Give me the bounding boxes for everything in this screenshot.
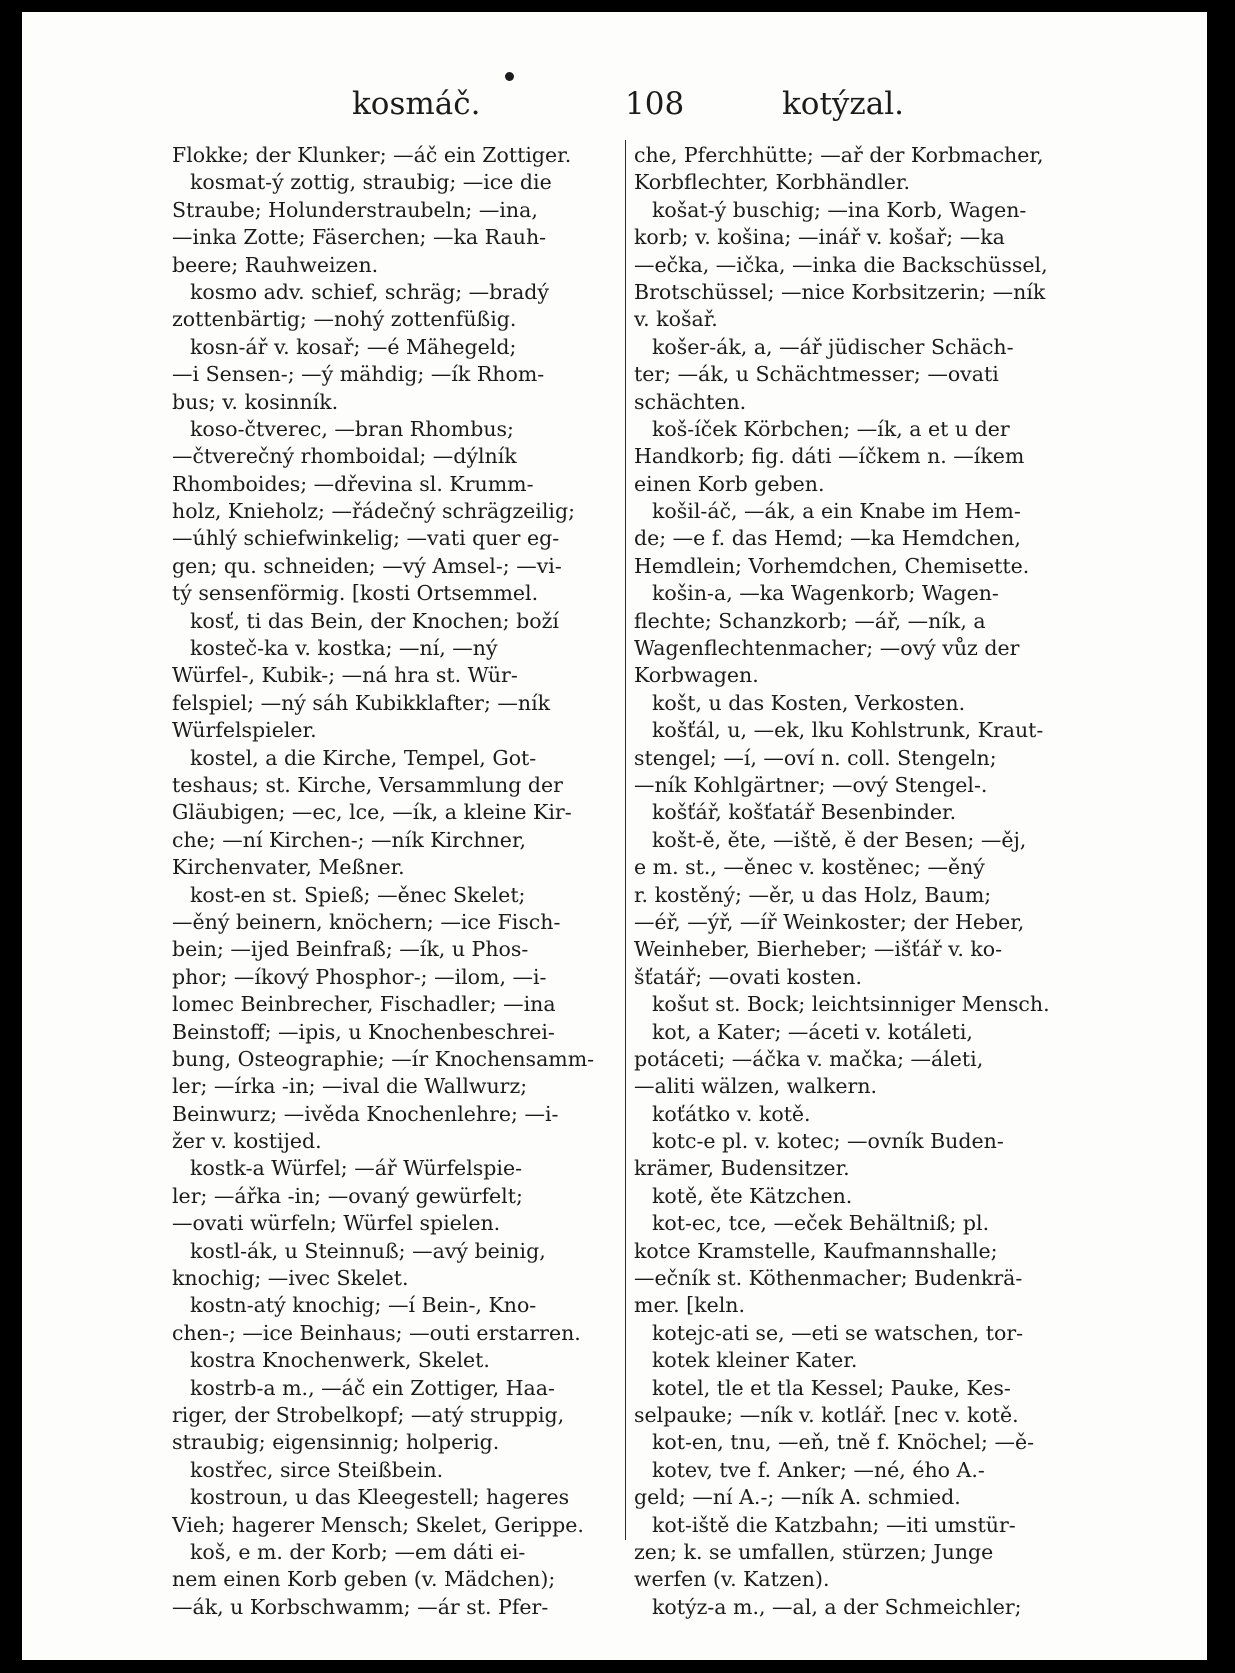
text-line: koš-íček Körbchen; —ík, a et u der [652, 416, 1010, 441]
text-line: kost-en st. Spieß; —ěnec Skelet; [190, 882, 526, 907]
text-line: košer-ák, a, —ář jüdischer Schäch- [652, 334, 1014, 359]
text-line: —čtverečný rhomboidal; —dýlník [172, 444, 517, 469]
text-line: zen; k. se umfallen, stürzen; Junge [634, 1539, 994, 1564]
text-line: chen-; —ice Beinhaus; —outi erstarren. [172, 1320, 581, 1345]
text-line: ler; —írka -in; —ival die Wallwurz; [172, 1074, 528, 1099]
text-line: kosť, ti das Bein, der Knochen; boží [190, 608, 559, 633]
text-line: kotev, tve f. Anker; —né, ého A.- [652, 1457, 985, 1482]
text-line: bus; v. kosinník. [172, 389, 339, 414]
text-line: —úhlý schiefwinkelig; —vati quer eg- [172, 526, 560, 551]
text-line: Gläubigen; —ec, lce, —ík, a kleine Kir- [172, 800, 572, 825]
text-line: werfen (v. Katzen). [634, 1567, 830, 1592]
text-line: Korbflechter, Korbhändler. [634, 170, 910, 195]
text-line: košt, u das Kosten, Verkosten. [652, 690, 966, 715]
left-column [172, 142, 614, 1621]
text-line: riger, der Strobelkopf; —atý struppig, [172, 1402, 565, 1427]
text-line: —ečník st. Köthenmacher; Budenkrä- [634, 1266, 1023, 1291]
text-line: koš, e m. der Korb; —em dáti ei- [190, 1539, 526, 1564]
text-line: žer v. kostijed. [172, 1129, 322, 1154]
text-line: kot-iště die Katzbahn; —iti umstür- [652, 1512, 1016, 1537]
text-line: einen Korb geben. [634, 471, 825, 496]
text-line: Weinheber, Bierheber; —išťář v. ko- [634, 937, 1003, 962]
dictionary-page [22, 12, 1207, 1660]
text-line: kosmat-ý zottig, straubig; —ice die [190, 170, 552, 195]
text-line: kostl-ák, u Steinnuß; —avý beinig, [190, 1238, 546, 1263]
text-line: holz, Knieholz; —řádečný schrägzeilig; [172, 499, 576, 524]
text-line: e m. st., —ěnec v. kostěnec; —ěný [634, 855, 985, 880]
text-line: kostrb-a m., —áč ein Zottiger, Haa- [190, 1375, 555, 1400]
text-line: kosmo adv. schief, schräg; —bradý [190, 279, 550, 304]
right-column [634, 142, 1069, 1621]
text-line: košat-ý buschig; —ina Korb, Wagen- [652, 197, 1027, 222]
text-line: košťál, u, —ek, lku Kohlstrunk, Kraut- [652, 718, 1044, 743]
text-line: kotel, tle et tla Kessel; Pauke, Kes- [652, 1375, 1011, 1400]
text-line: kostk-a Würfel; —ář Würfelspie- [190, 1156, 523, 1181]
text-line: selpauke; —ník v. kotlář. [nec v. kotě. [634, 1402, 1019, 1427]
text-line: Vieh; hagerer Mensch; Skelet, Gerippe. [172, 1512, 584, 1537]
text-line: stengel; —í, —oví n. coll. Stengeln; [634, 745, 997, 770]
text-line: košil-áč, —ák, a ein Knabe im Hem- [652, 499, 1021, 524]
text-line: kotýz-a m., —al, a der Schmeichler; [652, 1594, 1022, 1619]
text-line: kosteč-ka v. kostka; —ní, —ný [190, 636, 498, 661]
text-line: kot-ec, tce, —eček Behältniß; pl. [652, 1211, 990, 1236]
text-line: —aliti wälzen, walkern. [634, 1074, 878, 1099]
text-line: Korbwagen. [634, 663, 759, 688]
text-line: bung, Osteographie; —ír Knochensamm- [172, 1046, 595, 1071]
text-line: kotek kleiner Kater. [652, 1348, 858, 1373]
column-divider [625, 140, 626, 1540]
text-line: —ěný beinern, knöchern; —ice Fisch- [172, 909, 561, 934]
text-line: košin-a, —ka Wagenkorb; Wagen- [652, 581, 999, 606]
text-line: kostel, a die Kirche, Tempel, Got- [190, 745, 537, 770]
text-line: šťatář; —ovati kosten. [634, 964, 862, 989]
text-line: zottenbärtig; —nohý zottenfüßig. [172, 307, 517, 332]
text-line: kot, a Kater; —áceti v. kotáleti, [652, 1019, 973, 1044]
text-line: tý sensenförmig. [kosti Ortsemmel. [172, 581, 539, 606]
text-line: Flokke; der Klunker; —áč ein Zottiger. [172, 143, 572, 167]
text-line: kotě, ěte Kätzchen. [652, 1183, 853, 1208]
text-line: košt-ě, ěte, —iště, ě der Besen; —ěj, [652, 827, 1027, 852]
running-head-first-entry: kosmáč. [352, 86, 481, 122]
text-line: geld; —ní A.-; —ník A. schmied. [634, 1485, 961, 1510]
text-line: r. kostěný; —ěr, u das Holz, Baum; [634, 882, 992, 907]
text-line: felspiel; —ný sáh Kubikklafter; —ník [172, 690, 551, 715]
text-line: kostřec, sirce Steißbein. [190, 1457, 444, 1482]
text-line: korb; v. košina; —inář v. košař; —ka [634, 225, 1005, 250]
text-line: —ovati würfeln; Würfel spielen. [172, 1211, 501, 1236]
text-line: phor; —íkový Phosphor-; —ilom, —i- [172, 964, 547, 989]
text-line: Kirchenvater, Meßner. [172, 855, 405, 880]
text-line: teshaus; st. Kirche, Versammlung der [172, 772, 563, 797]
ink-dot [505, 72, 514, 81]
text-line: Würfelspieler. [172, 718, 317, 743]
page-number: 108 [625, 86, 685, 122]
text-line: kotejc-ati se, —eti se watschen, tor- [652, 1320, 1024, 1345]
text-line: gen; qu. schneiden; —vý Amsel-; —vi- [172, 553, 562, 578]
text-line: kotc-e pl. v. kotec; —ovník Buden- [652, 1129, 1004, 1154]
text-line: mer. [keln. [634, 1293, 745, 1318]
text-line: che, Pferchhütte; —ař der Korbmacher, [634, 143, 1044, 167]
text-line: potáceti; —áčka v. mačka; —áleti, [634, 1046, 984, 1071]
text-line: —i Sensen-; —ý mähdig; —ík Rhom- [172, 362, 545, 387]
text-line: beere; Rauhweizen. [172, 252, 379, 277]
text-line: schächten. [634, 389, 747, 414]
text-line: knochig; —ivec Skelet. [172, 1266, 409, 1291]
text-line: —éř, —ýř, —íř Weinkoster; der Heber, [634, 909, 1025, 934]
text-line: kot-en, tnu, —eň, tně f. Knöchel; —ě- [652, 1430, 1035, 1455]
text-line: che; —ní Kirchen-; —ník Kirchner, [172, 827, 527, 852]
text-line: Beinstoff; —ipis, u Knochenbeschrei- [172, 1019, 555, 1044]
text-line: krämer, Budensitzer. [634, 1156, 850, 1181]
text-line: kotce Kramstelle, Kaufmannshalle; [634, 1238, 998, 1263]
text-line: straubig; eigensinnig; holperig. [172, 1430, 500, 1455]
text-line: kostn-atý knochig; —í Bein-, Kno- [190, 1293, 537, 1318]
text-line: v. košař. [634, 307, 718, 332]
text-line: —inka Zotte; Fäserchen; —ka Rauh- [172, 225, 547, 250]
text-line: Rhomboides; —dřevina sl. Krumm- [172, 471, 534, 496]
text-line: kostroun, u das Kleegestell; hageres [190, 1485, 570, 1510]
text-line: —ník Kohlgärtner; —ový Stengel-. [634, 772, 988, 797]
text-line: kosn-ář v. kosař; —é Mähegeld; [190, 334, 517, 359]
text-line: bein; —ijed Beinfraß; —ík, u Phos- [172, 937, 529, 962]
text-line: koťátko v. kotě. [652, 1101, 811, 1126]
text-line: Beinwurz; —ivěda Knochenlehre; —i- [172, 1101, 559, 1126]
running-head-last-entry: kotýzal. [782, 86, 905, 122]
text-line: —ečka, —ička, —inka die Backschüssel, [634, 252, 1048, 277]
text-line: Würfel-, Kubik-; —ná hra st. Wür- [172, 663, 518, 688]
text-line: kostra Knochenwerk, Skelet. [190, 1348, 490, 1373]
text-line: nem einen Korb geben (v. Mädchen); [172, 1567, 556, 1592]
text-line: košťář, košťatář Besenbinder. [652, 800, 957, 825]
text-line: de; —e f. das Hemd; —ka Hemdchen, [634, 526, 1021, 551]
text-line: Brotschüssel; —nice Korbsitzerin; —ník [634, 279, 1046, 304]
text-line: —ák, u Korbschwamm; —ár st. Pfer- [172, 1594, 549, 1619]
text-line: ler; —ářka -in; —ovaný gewürfelt; [172, 1183, 523, 1208]
text-line: flechte; Schanzkorb; —ář, —ník, a [634, 608, 986, 633]
text-line: Straube; Holunderstraubeln; —ina, [172, 197, 538, 222]
text-line: koso-čtverec, —bran Rhombus; [190, 416, 514, 441]
text-line: ter; —ák, u Schächtmesser; —ovati [634, 362, 999, 387]
text-line: lomec Beinbrecher, Fischadler; —ina [172, 992, 556, 1017]
text-line: Hemdlein; Vorhemdchen, Chemisette. [634, 553, 1030, 578]
text-line: Handkorb; fig. dáti —íčkem n. —íkem [634, 444, 1025, 469]
text-line: košut st. Bock; leichtsinniger Mensch. [652, 992, 1050, 1017]
text-line: Wagenflechtenmacher; —ový vůz der [634, 636, 1020, 661]
